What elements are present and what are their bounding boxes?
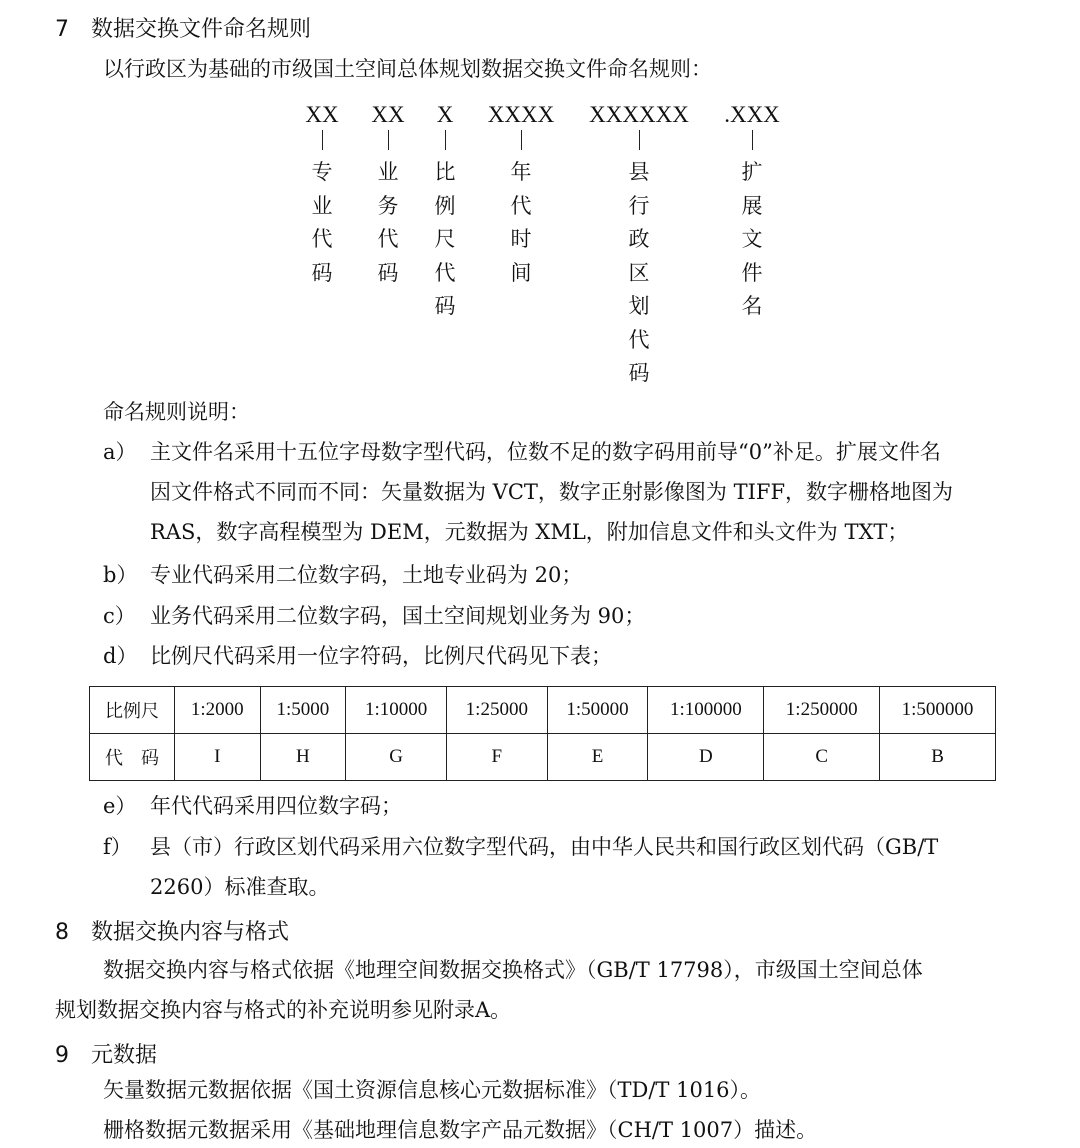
naming-rule-note-title: 命名规则说明：	[103, 400, 250, 424]
section-title: 数据交换内容与格式	[91, 920, 290, 945]
list-item-e	[103, 786, 1043, 826]
code-placeholder: .XXX	[724, 102, 780, 127]
label-char: 件	[741, 260, 763, 285]
label-char: 代	[628, 327, 650, 352]
table-cell: E	[547, 734, 648, 781]
diagram-column-year-code	[486, 100, 556, 290]
section-8-body-line: 规划数据交换内容与格式的补充说明参见附录A。	[55, 998, 512, 1022]
label-char: 文	[741, 227, 763, 251]
table-cell: 1:5000	[260, 687, 346, 734]
list-item-label: b）	[103, 563, 138, 587]
label-char: 务	[377, 193, 399, 218]
label-char: 码	[434, 294, 456, 318]
section-8-body-line: 数据交换内容与格式依据《地理空间数据交换格式》（GB/T 17798），市级国土空间总体	[103, 958, 923, 982]
list-item-text: 业务代码采用二位数字码，国土空间规划业务为 90；	[150, 604, 646, 628]
table-row	[90, 687, 996, 734]
list-item-text: 2260）标准查取。	[150, 875, 330, 899]
list-item-label: c）	[103, 604, 136, 628]
list-item-c	[103, 596, 1043, 636]
list-item-text: 年代代码采用四位数字码；	[150, 794, 402, 818]
list-item-f	[103, 827, 1043, 907]
diagram-column-extension	[720, 100, 784, 324]
table-cell: D	[648, 734, 764, 781]
label-char: 码	[628, 361, 650, 385]
list-item-text: 主文件名采用十五位字母数字型代码，位数不足的数字码用前导“0”补足。扩展文件名	[150, 440, 941, 464]
naming-rule-intro: 以行政区为基础的市级国土空间总体规划数据交换文件命名规则：	[103, 57, 712, 81]
code-placeholder: XX	[305, 102, 339, 127]
label-char: 年	[510, 160, 532, 184]
code-placeholder: X	[436, 102, 454, 127]
connector-line	[521, 130, 522, 150]
table-header-cell: 比例尺	[90, 687, 175, 734]
label-char: 比	[434, 160, 456, 184]
table-header-cell: 代 码	[90, 734, 175, 781]
connector-line	[445, 130, 446, 150]
table-cell: C	[764, 734, 880, 781]
connector-line	[639, 130, 640, 150]
diagram-column-county-code	[584, 100, 694, 391]
list-item-text: 因文件格式不同而不同：矢量数据为 VCT，数字正射影像图为 TIFF，数字栅格地图为	[150, 480, 954, 504]
list-item-text: 县（市）行政区划代码采用六位数字型代码，由中华人民共和国行政区划代码（GB/T	[150, 835, 939, 859]
list-item-label: d）	[103, 644, 138, 668]
section-title: 数据交换文件命名规则	[91, 17, 312, 42]
diagram-column-business-code	[366, 100, 410, 290]
section-9-heading	[55, 1038, 157, 1069]
label-char: 名	[741, 294, 763, 318]
scale-code-table	[89, 686, 996, 781]
section-number: 9	[55, 1043, 69, 1068]
label-char: 代	[311, 227, 333, 251]
section-7-heading	[55, 12, 311, 43]
table-cell: B	[880, 734, 996, 781]
list-item-a	[103, 432, 1043, 552]
label-char: 尺	[434, 227, 456, 251]
code-placeholder: XX	[371, 102, 405, 127]
label-char: 代	[434, 260, 456, 285]
code-placeholder: XXXXXX	[589, 102, 689, 127]
list-item-label: e）	[103, 794, 137, 818]
table-cell: 1:100000	[648, 687, 764, 734]
table-cell: 1:25000	[446, 687, 547, 734]
list-item-d	[103, 636, 1043, 676]
label-char: 业	[377, 160, 399, 184]
table-cell: 1:10000	[346, 687, 447, 734]
table-cell: 1:500000	[880, 687, 996, 734]
table-cell: 1:2000	[175, 687, 261, 734]
label-char: 例	[434, 193, 456, 218]
connector-line	[752, 130, 753, 150]
table-cell: 1:250000	[764, 687, 880, 734]
label-char: 划	[628, 294, 650, 318]
label-char: 时	[510, 227, 532, 251]
label-char: 业	[311, 193, 333, 218]
table-cell: F	[446, 734, 547, 781]
label-char: 区	[628, 260, 650, 285]
section-number: 8	[55, 920, 69, 945]
list-item-label: f）	[103, 835, 132, 859]
section-number: 7	[55, 17, 69, 42]
table-cell: I	[175, 734, 261, 781]
label-char: 政	[628, 227, 650, 251]
list-item-label: a）	[103, 440, 137, 464]
connector-line	[388, 130, 389, 150]
code-placeholder: XXXX	[487, 102, 555, 127]
table-cell: H	[260, 734, 346, 781]
table-cell: 1:50000	[547, 687, 648, 734]
label-char: 码	[377, 260, 399, 285]
label-char: 码	[311, 260, 333, 285]
connector-line	[322, 130, 323, 150]
label-char: 展	[741, 193, 763, 218]
table-row	[90, 734, 996, 781]
section-title: 元数据	[91, 1043, 158, 1068]
list-item-b	[103, 555, 1043, 595]
label-char: 县	[628, 160, 650, 184]
section-9-body-line: 矢量数据元数据依据《国土资源信息核心元数据标准》（TD/T 1016）。	[103, 1078, 762, 1102]
label-char: 代	[377, 227, 399, 251]
diagram-column-scale-code	[426, 100, 464, 324]
list-item-text: RAS，数字高程模型为 DEM，元数据为 XML，附加信息文件和头文件为 TXT；	[150, 520, 909, 544]
section-9-body-line: 栅格数据元数据采用《基础地理信息数字产品元数据》（CH/T 1007）描述。	[103, 1118, 818, 1142]
label-char: 间	[510, 260, 532, 285]
table-cell: G	[346, 734, 447, 781]
diagram-column-profession-code	[300, 100, 344, 290]
label-char: 行	[628, 193, 650, 218]
section-8-heading	[55, 915, 289, 946]
label-char: 代	[510, 193, 532, 218]
label-char: 专	[311, 160, 333, 184]
label-char: 扩	[741, 160, 763, 184]
list-item-text: 比例尺代码采用一位字符码，比例尺代码见下表；	[150, 644, 612, 668]
list-item-text: 专业代码采用二位数字码，土地专业码为 20；	[150, 563, 583, 587]
